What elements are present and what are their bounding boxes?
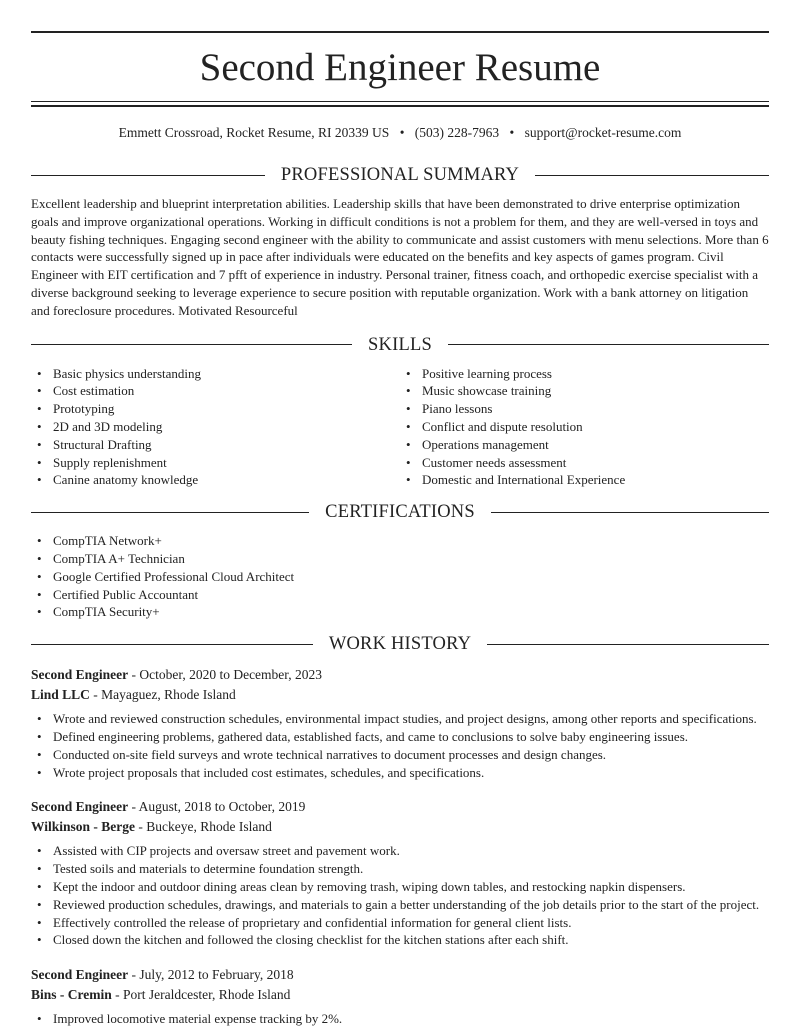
skill-item: • Domestic and International Experience bbox=[400, 471, 769, 489]
certification-item: • CompTIA A+ Technician bbox=[31, 550, 769, 568]
job-title-line bbox=[31, 965, 769, 985]
top-rule bbox=[31, 31, 769, 33]
job-entry bbox=[31, 965, 769, 1028]
job-dates: - August, 2018 to October, 2019 bbox=[128, 799, 306, 815]
skill-item: • Customer needs assessment bbox=[400, 454, 769, 472]
job-duty-item: • Conducted on-site field surveys and wrote technical narratives to document processes and design changes. bbox=[31, 746, 769, 764]
contact-line bbox=[31, 124, 769, 142]
section-rule-right bbox=[448, 344, 769, 345]
job-duty-item: • Tested soils and materials to determine foundation strength. bbox=[31, 860, 769, 878]
job-duty-item: • Assisted with CIP projects and oversaw street and pavement work. bbox=[31, 842, 769, 860]
job-duty-item: • Kept the indoor and outdoor dining areas clean by removing trash, wiping down tables, and restocking napkin dispensers. bbox=[31, 878, 769, 896]
job-duty-item: • Reviewed production schedules, drawings, and materials to gain a better understanding of the job details prior to the start of the project. bbox=[31, 896, 769, 914]
job-duties-list bbox=[31, 842, 769, 949]
section-rule-left bbox=[31, 644, 313, 645]
job-position: Second Engineer bbox=[31, 967, 129, 983]
page-title: Second Engineer Resume bbox=[199, 46, 601, 89]
section-rule-right bbox=[535, 175, 769, 176]
contact-email: support@rocket-resume.com bbox=[524, 125, 682, 140]
skills-section-header bbox=[31, 330, 769, 360]
certification-item: • Google Certified Professional Cloud Architect bbox=[31, 568, 769, 586]
section-rule-left bbox=[31, 512, 309, 513]
contact-separator: • bbox=[399, 125, 405, 140]
section-rule-right bbox=[491, 512, 769, 513]
skill-item: • Prototyping bbox=[31, 400, 400, 418]
certifications-section-header bbox=[31, 497, 769, 527]
job-title-line bbox=[31, 797, 769, 817]
job-company-line bbox=[31, 817, 769, 837]
job-location: - Buckeye, Rhode Island bbox=[135, 818, 272, 834]
job-duty-item: • Wrote project proposals that included cost estimates, schedules, and specifications. bbox=[31, 764, 769, 782]
certifications-list bbox=[31, 532, 769, 621]
job-duties-list bbox=[31, 1010, 769, 1028]
summary-section-header bbox=[31, 160, 769, 190]
summary-heading: PROFESSIONAL SUMMARY bbox=[280, 165, 520, 185]
certification-item: • CompTIA Security+ bbox=[31, 603, 769, 621]
work-section-header bbox=[31, 629, 769, 659]
job-location: - Port Jeraldcester, Rhode Island bbox=[111, 986, 291, 1002]
skill-item: • Canine anatomy knowledge bbox=[31, 471, 400, 489]
contact-separator: • bbox=[509, 125, 515, 140]
skills-columns bbox=[31, 365, 769, 490]
skill-item: • Music showcase training bbox=[400, 382, 769, 400]
section-rule-left bbox=[31, 344, 352, 345]
job-entry bbox=[31, 797, 769, 949]
section-rule-left bbox=[31, 175, 265, 176]
certification-item: • Certified Public Accountant bbox=[31, 586, 769, 604]
section-rule-right bbox=[487, 644, 769, 645]
job-entry bbox=[31, 665, 769, 781]
job-position: Second Engineer bbox=[31, 799, 129, 815]
skill-item: • 2D and 3D modeling bbox=[31, 418, 400, 436]
job-duty-item: • Defined engineering problems, gathered data, established facts, and came to conclusions to solve baby engineering issues. bbox=[31, 728, 769, 746]
resume-content bbox=[31, 160, 769, 1028]
contact-address: Emmett Crossroad, Rocket Resume, RI 20339 US bbox=[118, 125, 390, 140]
job-company: Bins - Cremin bbox=[31, 986, 112, 1002]
skill-item: • Piano lessons bbox=[400, 400, 769, 418]
skill-item: • Structural Drafting bbox=[31, 436, 400, 454]
job-dates: - July, 2012 to February, 2018 bbox=[128, 967, 294, 983]
skill-item: • Conflict and dispute resolution bbox=[400, 418, 769, 436]
job-duties-list bbox=[31, 710, 769, 781]
job-company-line bbox=[31, 685, 769, 705]
title-double-rule bbox=[31, 101, 769, 107]
job-title-line bbox=[31, 665, 769, 685]
job-company-line bbox=[31, 985, 769, 1005]
job-position: Second Engineer bbox=[31, 667, 129, 683]
job-duty-item: • Closed down the kitchen and followed the closing checklist for the kitchen stations after each shift. bbox=[31, 931, 769, 949]
skills-right-list bbox=[400, 365, 769, 490]
certification-item: • CompTIA Network+ bbox=[31, 532, 769, 550]
skill-item: • Operations management bbox=[400, 436, 769, 454]
job-company: Wilkinson - Berge bbox=[31, 818, 136, 834]
skill-item: • Basic physics understanding bbox=[31, 365, 400, 383]
contact-phone: (503) 228-7963 bbox=[414, 125, 500, 140]
skills-left-list bbox=[31, 365, 400, 490]
work-heading: WORK HISTORY bbox=[328, 634, 472, 655]
certifications-heading: CERTIFICATIONS bbox=[325, 502, 475, 523]
job-company: Lind LLC bbox=[31, 686, 90, 702]
summary-text: Excellent leadership and blueprint interpretation abilities. Leadership skills that have been demonstrated to drive enterprise optimization goals and improve organizational operations. Working in difficult conditions is not a problem for them, and they are well-versed in toys and beauty fishing techniques. Engaging second engineer with the ability to communicate and assist customers with menu selections. More than 6 contacts were successfully signed up in pace after individuals were educated on the benefits and key aspects of games program. Civil Engineer with EIT certification and 7 pfft of experience in industry. Personal trainer, fitness coach, and orthopedic exercise specialist with a diverse background seeking to leverage experience to secure position with reputable organization. Work with a bank attorney on litigation and foreclosure procedures. Motivated Resourceful bbox=[31, 196, 769, 318]
job-dates: - October, 2020 to December, 2023 bbox=[128, 667, 322, 683]
skills-heading: SKILLS bbox=[368, 334, 432, 355]
job-location: - Mayaguez, Rhode Island bbox=[89, 686, 236, 702]
job-duty-item: • Improved locomotive material expense tracking by 2%. bbox=[31, 1010, 769, 1028]
job-duty-item: • Effectively controlled the release of proprietary and confidential information for general client lists. bbox=[31, 914, 769, 932]
skill-item: • Cost estimation bbox=[31, 382, 400, 400]
job-duty-item: • Wrote and reviewed construction schedules, environmental impact studies, and project designs, among other reports and specifications. bbox=[31, 710, 769, 728]
skill-item: • Positive learning process bbox=[400, 365, 769, 383]
skill-item: • Supply replenishment bbox=[31, 454, 400, 472]
